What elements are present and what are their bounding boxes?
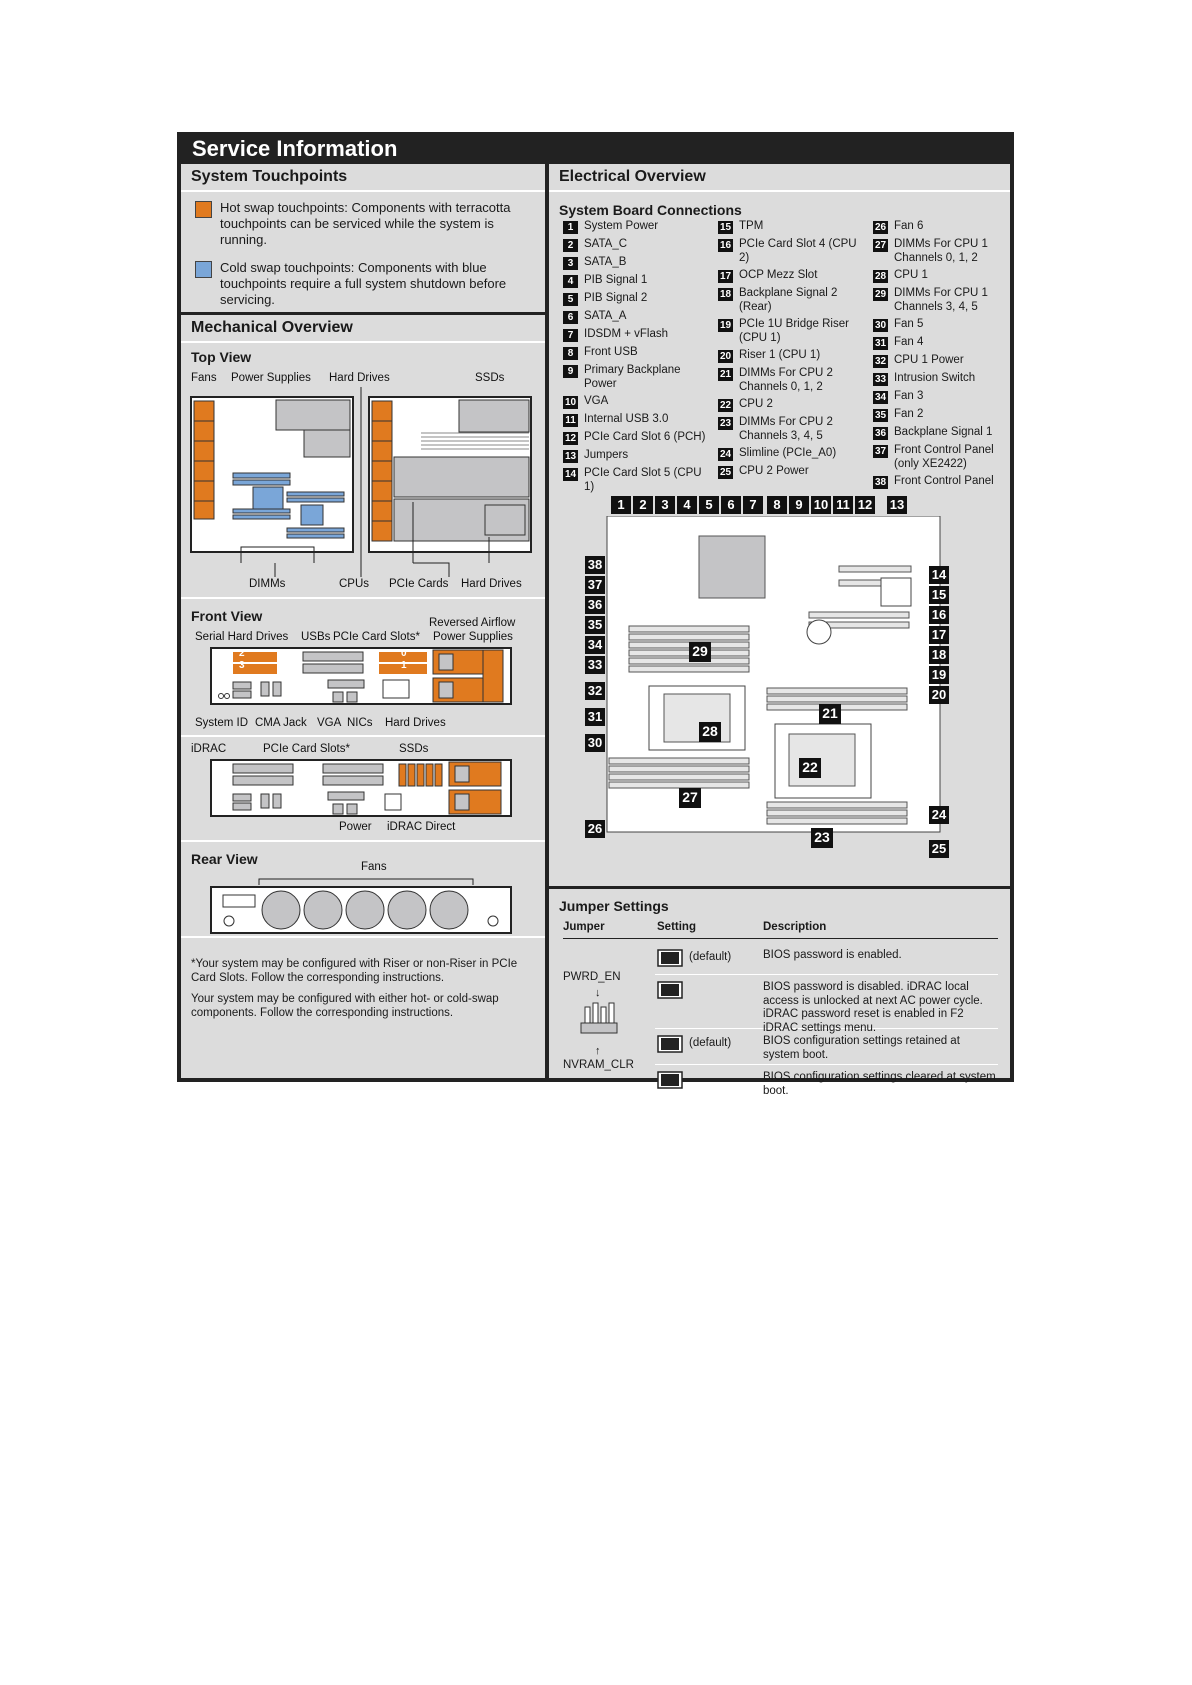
connection-item: [873, 220, 1008, 234]
jumper-setting-label: (default): [689, 951, 732, 963]
connection-label: System Power: [584, 220, 659, 232]
divider: [549, 886, 1010, 889]
jumper-heading: Jumper Settings: [559, 898, 669, 914]
callout-31: 31: [585, 708, 605, 726]
row-divider: [655, 974, 998, 975]
connection-item: [563, 220, 713, 234]
label-power-supplies-front: Power Supplies: [433, 631, 513, 643]
jumper-setting-icon: [657, 1035, 683, 1053]
jumper-table-header: [563, 921, 998, 939]
system-board-diagram: [579, 516, 979, 846]
connection-item: [563, 364, 713, 391]
header-description: Description: [763, 921, 827, 933]
connection-number: 26: [874, 222, 887, 233]
connection-label: Riser 1 (CPU 1): [739, 349, 821, 361]
connection-item: [718, 238, 860, 265]
connection-label: Fan 5: [894, 318, 924, 330]
hot-swap-text: Hot swap touchpoints: Components with terracotta touchpoints can be serviced while the system is running.: [220, 200, 511, 247]
left-column: [181, 164, 545, 1078]
connection-item: [873, 444, 1008, 471]
row-divider: [655, 1064, 998, 1065]
connection-item: [718, 287, 860, 314]
connection-label: Backplane Signal 1: [894, 426, 993, 438]
connection-label: PCIe 1U Bridge Riser (CPU 1): [739, 318, 849, 344]
arrow-down-icon: ↓: [595, 987, 601, 999]
row-divider: [655, 1100, 998, 1101]
connection-label: Primary Backplane Power: [584, 364, 681, 390]
jumper-setting-icon: [657, 981, 683, 999]
connection-number: 24: [719, 449, 732, 460]
connection-label: Intrusion Switch: [894, 372, 976, 384]
label-nics: NICs: [347, 717, 373, 729]
label-ssds-2: SSDs: [399, 743, 429, 755]
callout-33: 33: [585, 656, 605, 674]
connection-label: CPU 1 Power: [894, 354, 964, 366]
callout-12: 12: [855, 496, 875, 514]
connection-item: [563, 310, 713, 324]
callout-4: 4: [677, 496, 697, 514]
connection-item: [718, 220, 860, 234]
callout-26: 26: [585, 820, 605, 838]
connection-number: 21: [719, 369, 732, 380]
connection-item: [873, 354, 1008, 368]
connection-label: Fan 3: [894, 390, 924, 402]
connection-number: 10: [564, 397, 577, 408]
connection-label: CPU 1: [894, 269, 928, 281]
divider: [181, 597, 545, 599]
connection-item: [873, 390, 1008, 404]
bay-2: 2: [239, 648, 245, 659]
callout-23: 23: [811, 828, 833, 848]
connection-number: 12: [564, 433, 577, 444]
bay-3: 3: [239, 660, 245, 671]
connection-label: DIMMs For CPU 1 Channels 0, 1, 2: [894, 238, 988, 264]
connection-item: [873, 475, 1008, 489]
connection-number: 31: [874, 338, 887, 349]
connection-item: [563, 346, 713, 360]
top-view-heading: Top View: [191, 349, 252, 365]
cold-swap-legend: [195, 260, 535, 308]
callout-28: 28: [699, 722, 721, 742]
connection-item: [563, 238, 713, 252]
connection-item: [718, 269, 860, 283]
arrow-up-icon: ↑: [595, 1045, 601, 1057]
mechanical-heading: Mechanical Overview: [181, 315, 545, 343]
connection-label: CPU 2: [739, 398, 773, 410]
callout-32: 32: [585, 682, 605, 700]
callout-15: 15: [929, 586, 949, 604]
connection-label: OCP Mezz Slot: [739, 269, 818, 281]
connection-number: 37: [874, 446, 887, 457]
connection-label: PCIe Card Slot 5 (CPU 1): [584, 467, 702, 493]
connection-number: 33: [874, 374, 887, 385]
top-view-diagram: [189, 387, 539, 607]
jumper-setting-icon: [657, 1071, 683, 1089]
connection-number: 9: [563, 365, 578, 378]
connection-number: 38: [874, 477, 887, 488]
connection-item: [873, 269, 1008, 283]
connection-label: CPU 2 Power: [739, 465, 809, 477]
connection-item: [563, 256, 713, 270]
bay-0: 0: [401, 648, 407, 659]
label-cpus: CPUs: [339, 578, 370, 590]
callout-30: 30: [585, 734, 605, 752]
label-vga: VGA: [317, 717, 342, 729]
callout-22: 22: [799, 758, 821, 778]
connections-col-1: [563, 220, 713, 498]
callout-24: 24: [929, 806, 949, 824]
connection-label: Front USB: [584, 346, 638, 358]
connection-label: DIMMs For CPU 1 Channels 3, 4, 5: [894, 287, 988, 313]
connection-number: 20: [719, 351, 732, 362]
callout-21: 21: [819, 704, 841, 724]
callout-35: 35: [585, 616, 605, 634]
callout-6: 6: [721, 496, 741, 514]
connection-item: [718, 318, 860, 345]
connection-label: PCIe Card Slot 6 (PCH): [584, 431, 706, 443]
connection-label: DIMMs For CPU 2 Channels 0, 1, 2: [739, 367, 833, 393]
connection-item: [563, 467, 713, 494]
connection-item: [563, 449, 713, 463]
connection-label: IDSDM + vFlash: [584, 328, 669, 340]
callout-16: 16: [929, 606, 949, 624]
callout-29: 29: [689, 642, 711, 662]
connection-label: Internal USB 3.0: [584, 413, 669, 425]
connection-number: 13: [564, 451, 577, 462]
touchpoints-heading: System Touchpoints: [181, 164, 545, 192]
connection-label: SATA_B: [584, 256, 627, 268]
connection-number: 35: [874, 410, 887, 421]
callout-10: 10: [811, 496, 831, 514]
label-reversed-airflow: Reversed Airflow: [429, 617, 516, 629]
bay-1: 1: [401, 660, 407, 671]
connection-number: 32: [874, 356, 887, 367]
callout-19: 19: [929, 666, 949, 684]
connection-label: Front Control Panel (only XE2422): [894, 444, 994, 470]
connection-number: 18: [719, 289, 732, 300]
label-cma-jack: CMA Jack: [255, 717, 307, 729]
connection-number: 3: [563, 257, 578, 270]
connection-number: 6: [563, 311, 578, 324]
connection-number: 22: [719, 400, 732, 411]
label-pcie-card-slots-2: PCIe Card Slots*: [263, 743, 350, 755]
connections-col-2: [718, 220, 860, 483]
connection-number: 30: [874, 320, 887, 331]
connection-item: [873, 426, 1008, 440]
connection-label: Jumpers: [584, 449, 629, 461]
label-fans: Fans: [191, 372, 217, 384]
hot-swap-legend: [195, 200, 535, 248]
cold-swap-swatch: [195, 261, 212, 278]
connection-number: 15: [719, 222, 732, 233]
connection-number: 19: [719, 320, 732, 331]
connection-item: [873, 287, 1008, 314]
label-power: Power: [339, 821, 372, 833]
electrical-heading: Electrical Overview: [549, 164, 1010, 192]
callout-37: 37: [585, 576, 605, 594]
connection-item: [563, 274, 713, 288]
connection-item: [718, 447, 860, 461]
connection-item: [873, 318, 1008, 332]
connection-number: 1: [563, 221, 578, 234]
connection-label: PCIe Card Slot 4 (CPU 2): [739, 238, 857, 264]
front-view-diagram: [203, 644, 523, 724]
divider: [181, 840, 545, 842]
connection-item: [718, 367, 860, 394]
jumper-setting-icon: [657, 949, 683, 967]
connection-number: 28: [874, 271, 887, 282]
callout-9: 9: [789, 496, 809, 514]
callout-5: 5: [699, 496, 719, 514]
callout-36: 36: [585, 596, 605, 614]
callout-8: 8: [767, 496, 787, 514]
right-column: [549, 164, 1010, 1097]
jumper-block-icon: [577, 1001, 621, 1041]
callout-27: 27: [679, 788, 701, 808]
connection-item: [873, 336, 1008, 350]
callout-18: 18: [929, 646, 949, 664]
label-hard-drives: Hard Drives: [329, 372, 390, 384]
connection-label: DIMMs For CPU 2 Channels 3, 4, 5: [739, 416, 833, 442]
connection-number: 34: [874, 392, 887, 403]
callout-7: 7: [743, 496, 763, 514]
divider: [181, 735, 545, 737]
label-ssds: SSDs: [475, 372, 505, 384]
callout-14: 14: [929, 566, 949, 584]
rear-view-diagram: [203, 873, 523, 943]
label-hard-drives-2: Hard Drives: [461, 578, 522, 590]
divider: [181, 936, 545, 938]
label-hard-drives-front: Hard Drives: [385, 717, 446, 729]
service-information-sheet: [177, 132, 1014, 1097]
connection-item: [873, 238, 1008, 265]
connection-number: 2: [563, 239, 578, 252]
connection-item: [873, 372, 1008, 386]
label-pcie-card-slots: PCIe Card Slots*: [333, 631, 420, 643]
callout-25: 25: [929, 840, 949, 858]
connection-label: SATA_C: [584, 238, 628, 250]
connection-number: 17: [719, 271, 732, 282]
jumper-nvram-clr: NVRAM_CLR: [563, 1059, 634, 1071]
note-riser: *Your system may be configured with Riser or non-Riser in PCIe Card Slots. Follow the corresponding instructions.: [191, 958, 518, 984]
connection-label: VGA: [584, 395, 609, 407]
callout-17: 17: [929, 626, 949, 644]
connections-col-3: [873, 220, 1008, 493]
connection-number: 7: [563, 329, 578, 342]
connections-heading: System Board Connections: [559, 202, 742, 218]
header-setting: Setting: [657, 921, 696, 933]
connection-number: 5: [563, 293, 578, 306]
connection-number: 14: [564, 469, 577, 480]
connection-item: [718, 349, 860, 363]
connection-number: 4: [563, 275, 578, 288]
connection-number: 16: [719, 240, 732, 251]
front-view-heading: Front View: [191, 608, 263, 624]
callout-34: 34: [585, 636, 605, 654]
front-view-diagram-2: [203, 756, 523, 826]
connection-number: 23: [719, 418, 732, 429]
label-system-id: System ID: [195, 717, 249, 729]
connection-item: [718, 416, 860, 443]
connection-label: Slimline (PCIe_A0): [739, 447, 837, 459]
label-pcie-cards: PCIe Cards: [389, 578, 449, 590]
connection-number: 11: [563, 414, 578, 427]
callout-38: 38: [585, 556, 605, 574]
sheet-title: Service Information: [177, 132, 1014, 164]
jumper-description: BIOS configuration settings cleared at system boot.: [763, 1071, 996, 1097]
label-idrac: iDRAC: [191, 743, 227, 755]
jumper-description: BIOS password is disabled. iDRAC local access is unlocked at next AC power cycle. iDRAC password reset is enabled in F2 iDRAC settings menu.: [763, 981, 983, 1034]
connection-item: [563, 413, 713, 427]
connection-number: 27: [874, 240, 887, 251]
connection-label: SATA_A: [584, 310, 627, 322]
hot-swap-swatch: [195, 201, 212, 218]
connection-item: [563, 328, 713, 342]
callout-11: 11: [833, 496, 853, 514]
connection-item: [563, 431, 713, 445]
connection-number: 29: [874, 289, 887, 300]
connection-item: [718, 465, 860, 479]
connection-number: 25: [719, 467, 732, 478]
callout-2: 2: [633, 496, 653, 514]
label-usbs: USBs: [301, 631, 331, 643]
jumper-setting-label: (default): [689, 1037, 732, 1049]
jumper-pwrd-en: PWRD_EN: [563, 971, 621, 983]
connection-label: PIB Signal 1: [584, 274, 648, 286]
connection-number: 8: [563, 347, 578, 360]
jumper-description: BIOS password is enabled.: [763, 949, 902, 961]
callout-20: 20: [929, 686, 949, 704]
connection-label: TPM: [739, 220, 764, 232]
note-swap: Your system may be configured with either hot- or cold-swap components. Follow the corresponding instructions.: [191, 993, 499, 1019]
label-idrac-direct: iDRAC Direct: [387, 821, 456, 833]
callout-13: 13: [887, 496, 907, 514]
header-jumper: Jumper: [563, 921, 605, 933]
label-serial-hard-drives: Serial Hard Drives: [195, 631, 289, 643]
touchpoints-panel: [181, 164, 545, 312]
label-rear-fans: Fans: [361, 861, 387, 873]
connection-label: PIB Signal 2: [584, 292, 648, 304]
connection-item: [718, 398, 860, 412]
connection-number: 36: [874, 428, 887, 439]
connection-label: Fan 4: [894, 336, 924, 348]
label-power-supplies: Power Supplies: [231, 372, 311, 384]
callout-3: 3: [655, 496, 675, 514]
connection-item: [563, 395, 713, 409]
cold-swap-text: Cold swap touchpoints: Components with blue touchpoints require a full system shutdown before servicing.: [220, 260, 507, 307]
connection-item: [873, 408, 1008, 422]
label-dimms: DIMMs: [249, 578, 286, 590]
connection-label: Backplane Signal 2 (Rear): [739, 287, 838, 313]
jumper-description: BIOS configuration settings retained at system boot.: [763, 1035, 960, 1061]
callout-1: 1: [611, 496, 631, 514]
mechanical-panel: [181, 315, 545, 1078]
rear-view-heading: Rear View: [191, 851, 258, 867]
connection-label: Fan 6: [894, 220, 924, 232]
connection-item: [563, 292, 713, 306]
connection-label: Fan 2: [894, 408, 924, 420]
connection-label: Front Control Panel: [894, 475, 994, 487]
